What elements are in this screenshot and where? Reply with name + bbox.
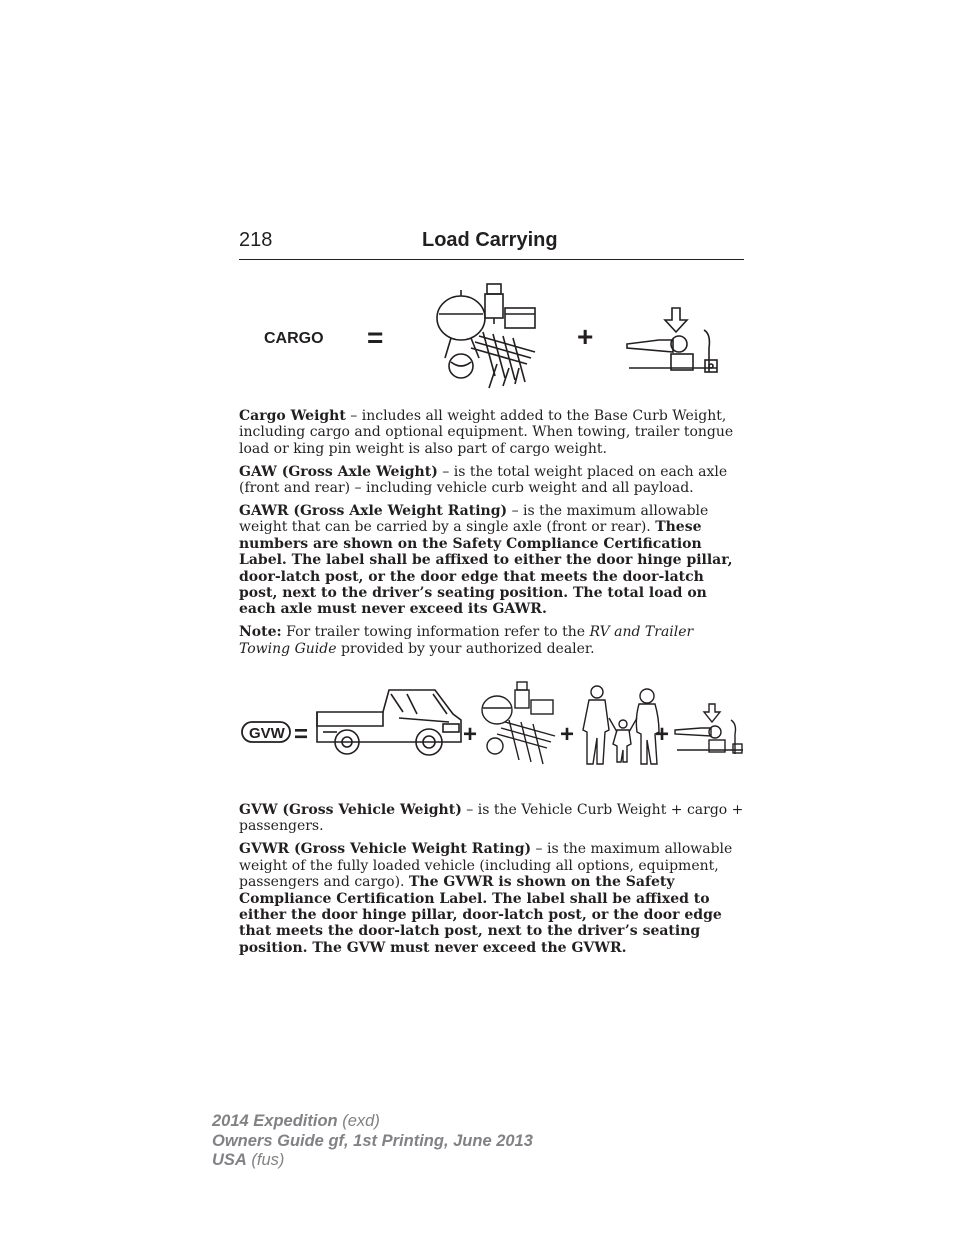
- gawr-term: GAWR (Gross Axle Weight Rating): [239, 503, 508, 520]
- gawr-warning: These numbers are shown on the Safety Compliance Certification Label. The label shall be affixed to either the door hinge pillar, door-latch post, or the door edge that meets the door-latch post, next to the driver’s seating position. The total load on each axle must never exceed its GAWR.: [239, 519, 733, 618]
- gvw-text: – is the Vehicle Curb Weight + cargo + passengers.: [239, 802, 744, 835]
- trailer-hitch-icon: [675, 704, 743, 754]
- footer-market-code: (fus): [246, 1151, 285, 1169]
- footer-line-2: [212, 1132, 533, 1152]
- note-guide-title: RV and Trailer Towing Guide: [239, 624, 694, 657]
- gaw-paragraph: [239, 464, 745, 497]
- passengers-icon: [583, 686, 659, 764]
- gvw-plus-sign-1: +: [463, 721, 478, 748]
- cargo-weight-paragraph: [239, 408, 745, 457]
- footer-model-code: (exd): [337, 1112, 380, 1130]
- cargo-items-icon: [482, 682, 555, 764]
- gvwr-warning: The GVWR is shown on the Safety Compliance Certification Label. The label shall be affixed to either the door hinge pillar, door-latch post, or the door edge that meets the door-latch post, next to the driver’s seating position. The GVW must never exceed the GVWR.: [239, 874, 722, 956]
- footer-line-1: [212, 1112, 533, 1132]
- page-header: [239, 229, 744, 260]
- page-title: Load Carrying: [422, 229, 558, 251]
- cargo-label: CARGO: [264, 330, 324, 347]
- pickup-truck-icon: [317, 690, 461, 755]
- page-footer: [212, 1112, 533, 1171]
- cargo-weight-text: – includes all weight added to the Base Curb Weight, including cargo and optional equipment. When towing, trailer tongue load or king pin weight is also part of cargo weight.: [239, 408, 734, 457]
- cargo-equation-figure: [239, 276, 744, 390]
- gvw-plus-sign-3: +: [655, 721, 670, 748]
- trailer-hitch-icon: [627, 308, 717, 372]
- note-text-after: provided by your authorized dealer.: [336, 640, 595, 657]
- gvwr-text: – is the maximum allowable weight of the fully loaded vehicle (including all options, equipment, passengers and cargo).: [239, 841, 733, 891]
- note-paragraph: [239, 624, 745, 657]
- gvw-paragraph: [239, 802, 745, 835]
- gvw-equation-figure: [239, 678, 744, 768]
- cargo-weight-term: Cargo Weight: [239, 408, 346, 424]
- cargo-definitions: [239, 408, 745, 664]
- gvwr-paragraph: [239, 841, 745, 956]
- gvwr-term: GVWR (Gross Vehicle Weight Rating): [239, 841, 532, 858]
- footer-market: USA: [212, 1151, 247, 1169]
- gaw-term: GAW (Gross Axle Weight): [239, 463, 438, 480]
- gawr-paragraph: [239, 503, 745, 618]
- footer-model: 2014 Expedition: [212, 1112, 338, 1130]
- note-text-before: For trailer towing information refer to the: [281, 624, 590, 641]
- gawr-text: – is the maximum allowable weight that can be carried by a single axle (front or rear).: [239, 503, 709, 536]
- equals-sign: =: [367, 322, 384, 353]
- plus-sign: +: [577, 321, 594, 352]
- page-number: 218: [239, 229, 273, 251]
- gvw-term: GVW (Gross Vehicle Weight): [239, 802, 462, 818]
- gvw-equals-sign: =: [294, 721, 309, 748]
- gvw-plus-sign-2: +: [560, 721, 575, 748]
- note-term: Note:: [239, 624, 282, 641]
- gvw-label: GVW: [249, 725, 285, 742]
- gaw-text: – is the total weight placed on each axle (front and rear) – including vehicle curb weight and all payload.: [239, 463, 728, 497]
- footer-line-3: [212, 1151, 533, 1171]
- footer-printing: Owners Guide gf, 1st Printing, June 2013: [212, 1131, 533, 1150]
- gvw-definitions: [239, 802, 745, 963]
- cargo-items-icon: [437, 284, 535, 388]
